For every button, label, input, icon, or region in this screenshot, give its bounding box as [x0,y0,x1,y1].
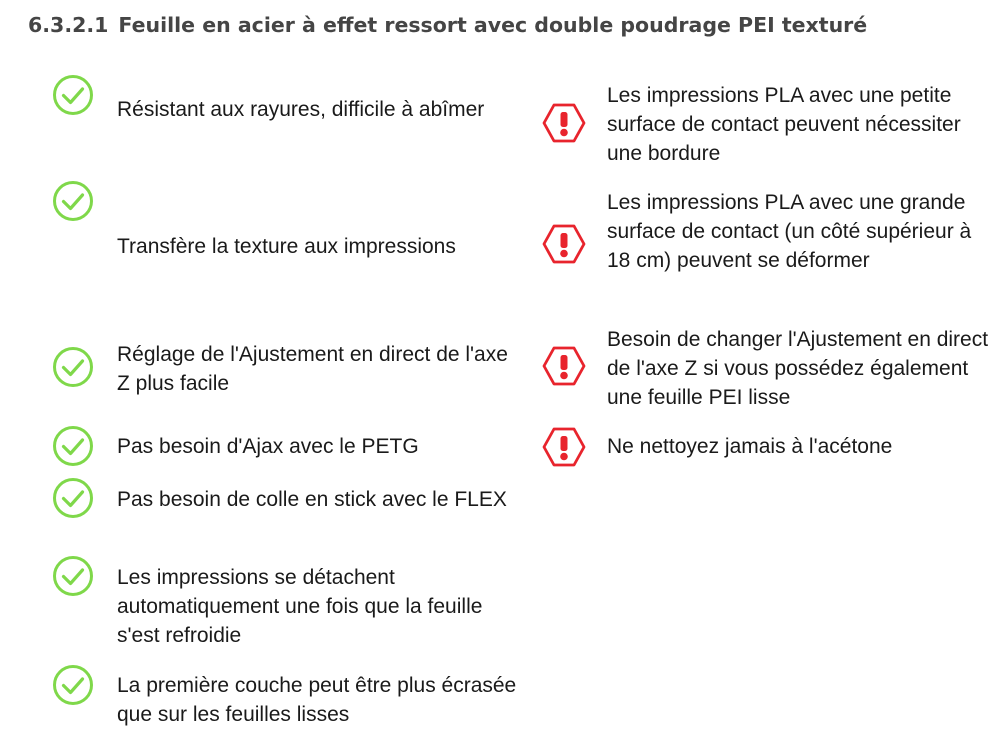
pro-item-text: Réglage de l'Ajustement en direct de l'axe Z plus facile [117,343,508,395]
warning-octagon-icon [542,344,586,388]
pro-item-text: Résistant aux rayures, difficile à abîmer [117,98,485,121]
pro-item-text: Les impressions se détachent automatiquement une fois que la feuille s'est refroidie [117,566,483,647]
warning-octagon-icon [542,101,586,145]
warning-octagon-icon [542,425,586,469]
check-circle-icon [52,346,94,388]
con-item-text: Besoin de changer l'Ajustement en direct de l'axe Z si vous possédez également une feuille PEI lisse [607,328,989,409]
pro-item-text: Transfère la texture aux impressions [117,235,456,258]
check-circle-icon [52,425,94,467]
pro-item-text: La première couche peut être plus écrasée que sur les feuilles lisses [117,674,517,726]
section-number: 6.3.2.1 [28,13,109,37]
pro-item-text: Pas besoin d'Ajax avec le PETG [117,435,419,458]
con-item-text: Les impressions PLA avec une grande surface de contact (un côté supérieur à 18 cm) peuvent se déformer [607,191,972,272]
section-heading [28,13,867,37]
check-circle-icon [52,180,94,222]
section-title: Feuille en acier à effet ressort avec double poudrage PEI texturé [118,13,868,37]
warning-octagon-icon [542,222,586,266]
check-circle-icon [52,555,94,597]
check-circle-icon [52,664,94,706]
pro-item-text: Pas besoin de colle en stick avec le FLEX [117,488,507,511]
check-circle-icon [52,477,94,519]
con-item-text: Ne nettoyez jamais à l'acétone [607,435,893,458]
check-circle-icon [52,74,94,116]
con-item-text: Les impressions PLA avec une petite surface de contact peuvent nécessiter une bordure [607,84,961,165]
